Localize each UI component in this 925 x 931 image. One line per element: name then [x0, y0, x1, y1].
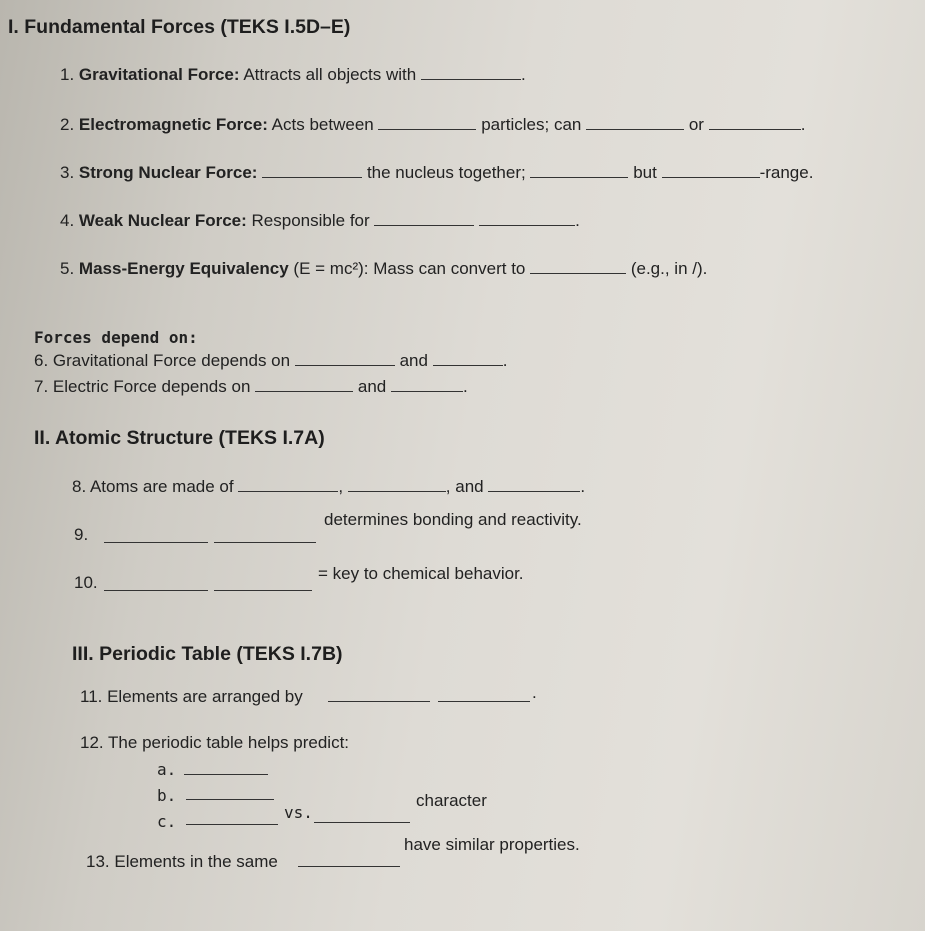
q7-and: and [357, 377, 387, 396]
question-8 [72, 476, 585, 497]
q7-blank-1[interactable] [255, 376, 353, 392]
q12-vs: vs. [284, 803, 313, 822]
q8-blank-3[interactable] [488, 476, 580, 492]
q6-blank-2[interactable] [433, 350, 503, 366]
q5-number: 5. [60, 259, 75, 278]
q2-blank-2[interactable] [586, 114, 684, 130]
q3-blank-2[interactable] [530, 162, 628, 178]
q12-c-blank-2[interactable] [314, 822, 410, 823]
q5-text: Mass can convert to [373, 259, 526, 278]
question-9-number: 9. [74, 525, 89, 544]
q9-blank-2[interactable] [214, 542, 316, 543]
q2-or: or [688, 115, 704, 134]
q8-and: , and [445, 477, 484, 496]
q11-period: . [532, 683, 537, 702]
q11-blank-2[interactable] [438, 701, 530, 702]
q12-b-blank[interactable] [186, 799, 274, 800]
q6-blank-1[interactable] [295, 350, 395, 366]
q3-number: 3. [60, 163, 75, 182]
q8-blank-1[interactable] [238, 476, 338, 492]
q2-blank-3[interactable] [709, 114, 801, 130]
q8-period: . [580, 477, 586, 496]
q4-number: 4. [60, 211, 75, 230]
question-3 [60, 162, 813, 183]
q2-number: 2. [60, 115, 75, 134]
q1-term: Gravitational Force: [78, 65, 240, 84]
q12-b-label: b. [157, 786, 177, 805]
q6-and: and [399, 351, 428, 370]
q10-blank-1[interactable] [104, 590, 208, 591]
q7-text: 7. Electric Force depends on [34, 377, 251, 396]
section-2-heading: II. Atomic Structure (TEKS I.7A) [34, 427, 325, 449]
question-13-text: 13. Elements in the same [86, 852, 278, 871]
question-9-text: determines bonding and reactivity. [324, 510, 582, 529]
q8-text: 8. Atoms are made of [72, 477, 234, 496]
q2-term: Electromagnetic Force: [78, 115, 268, 134]
question-10-text: = key to chemical behavior. [318, 564, 524, 583]
question-7 [34, 376, 468, 397]
q2-period: . [800, 115, 806, 134]
q3-blank-1[interactable] [262, 162, 362, 178]
q1-blank[interactable] [421, 64, 521, 80]
question-10-number: 10. [74, 573, 98, 592]
q12-c-blank-1[interactable] [186, 824, 278, 825]
q3-blank-3[interactable] [662, 162, 760, 178]
q4-text: Responsible for [251, 211, 370, 230]
q6-period: . [502, 351, 508, 370]
question-1 [60, 64, 526, 85]
q12-c-label: c. [157, 812, 177, 831]
q4-blank-1[interactable] [374, 210, 474, 226]
q5-blank[interactable] [530, 258, 626, 274]
q10-blank-2[interactable] [214, 590, 312, 591]
q5-formula: (E = mc²): [293, 259, 369, 278]
question-13-rest: have similar properties. [404, 835, 580, 854]
q3-term: Strong Nuclear Force: [78, 163, 258, 182]
q5-term: Mass-Energy Equivalency [78, 259, 289, 278]
q2-text: Acts between [271, 115, 374, 134]
q13-blank[interactable] [298, 866, 400, 867]
q7-blank-2[interactable] [391, 376, 463, 392]
q12-a-label: a. [157, 760, 177, 779]
question-2 [60, 114, 805, 135]
q4-blank-2[interactable] [479, 210, 575, 226]
q11-blank-1[interactable] [328, 701, 430, 702]
section-3-heading: III. Periodic Table (TEKS I.7B) [72, 643, 343, 665]
q5-example: (e.g., in /). [630, 259, 708, 278]
q3-text: the nucleus together; [366, 163, 526, 182]
q8-comma: , [338, 477, 344, 496]
q7-period: . [462, 377, 468, 396]
q1-period: . [520, 65, 526, 84]
question-12-text: 12. The periodic table helps predict: [80, 733, 350, 752]
q4-term: Weak Nuclear Force: [78, 211, 247, 230]
q9-blank-1[interactable] [104, 542, 208, 543]
question-4 [60, 210, 580, 231]
q1-number: 1. [60, 65, 75, 84]
q1-text: Attracts all objects with [243, 65, 417, 84]
q2-blank-1[interactable] [378, 114, 476, 130]
q12-a-blank[interactable] [184, 774, 268, 775]
question-5 [60, 258, 707, 279]
q12-character: character [416, 791, 487, 810]
question-6 [34, 350, 507, 371]
q4-period: . [575, 211, 580, 230]
section-1-heading: I. Fundamental Forces (TEKS I.5D–E) [8, 16, 351, 38]
q3-but: but [633, 163, 657, 182]
question-11-text: 11. Elements are arranged by [80, 687, 303, 706]
q8-blank-2[interactable] [348, 476, 446, 492]
q3-end: -range. [759, 163, 814, 182]
forces-heading: Forces depend on: [34, 328, 198, 347]
q6-text: 6. Gravitational Force depends on [34, 351, 291, 370]
q2-mid-text: particles; can [481, 115, 582, 134]
